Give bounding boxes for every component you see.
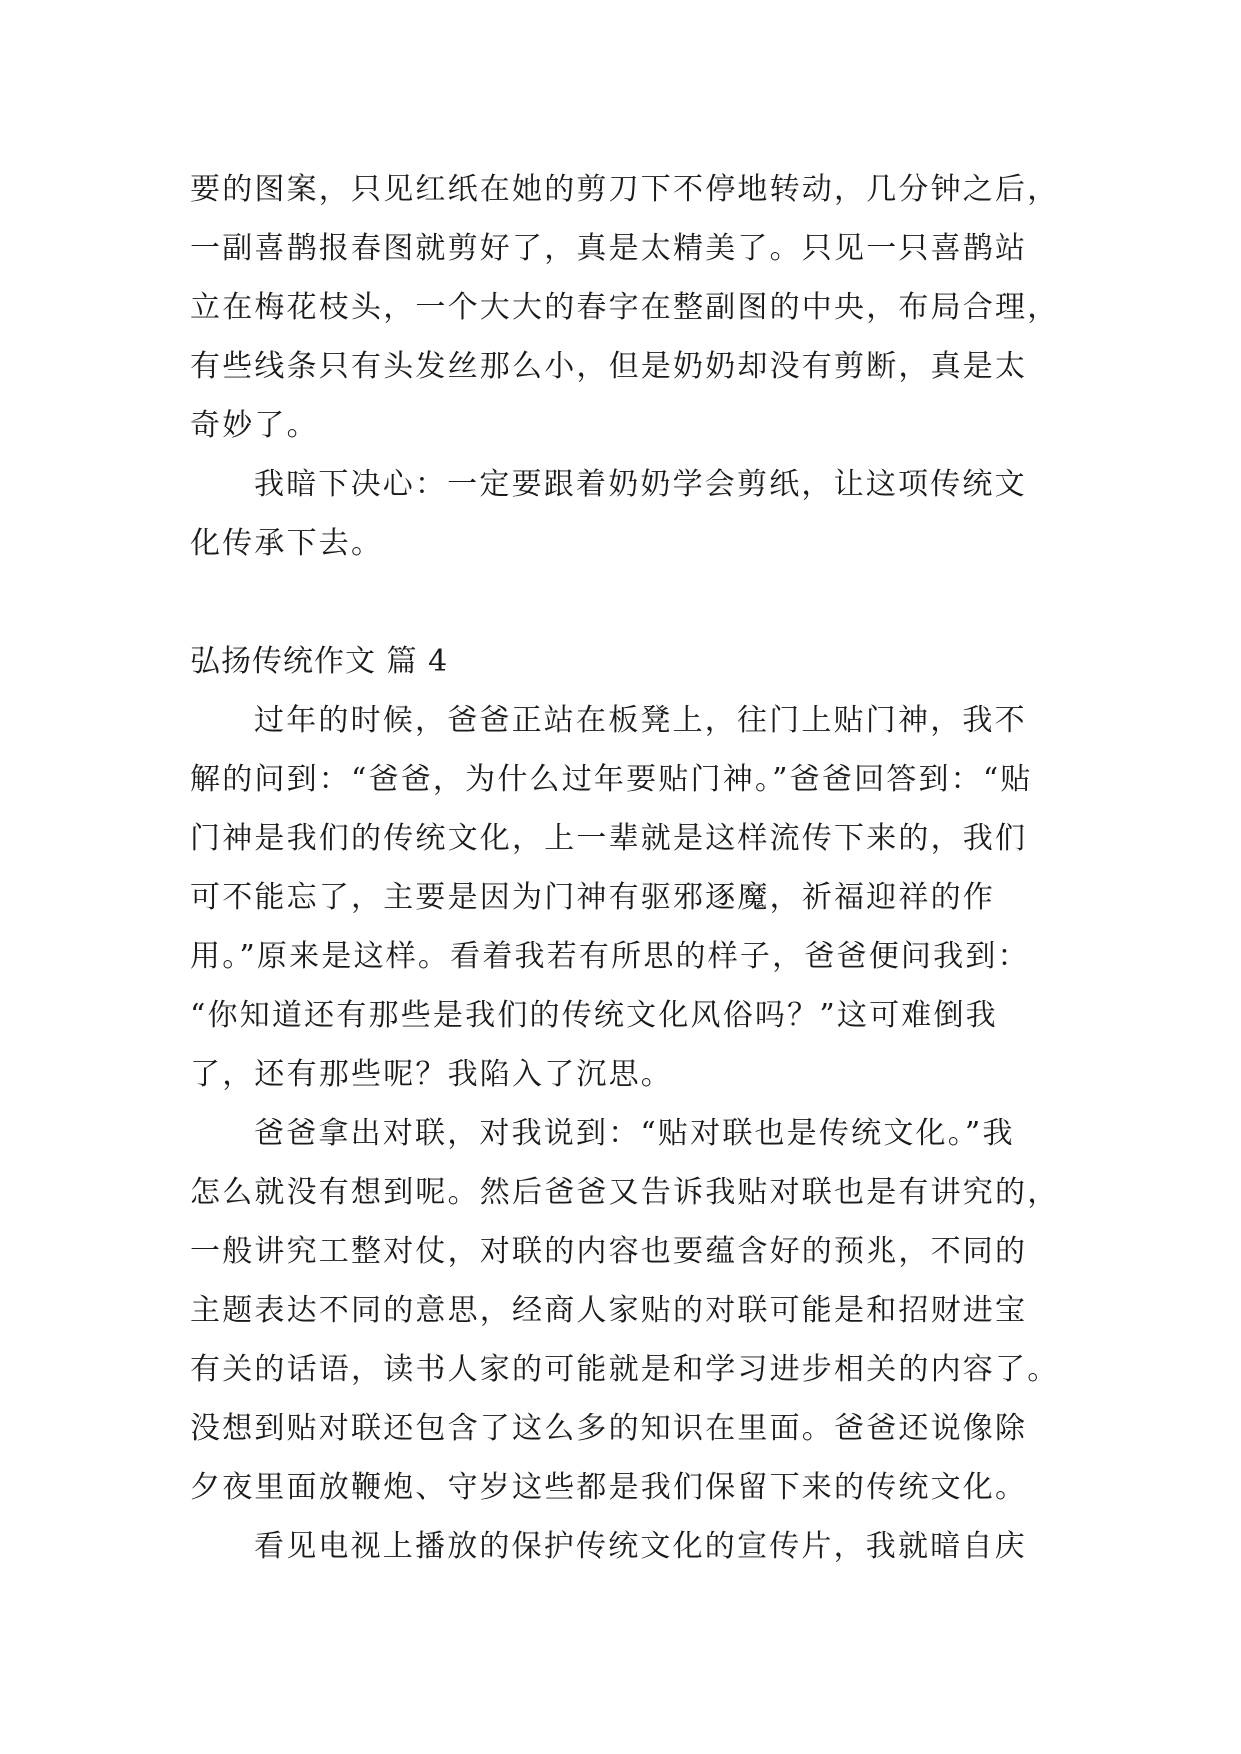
text-line: 解的问到：“爸爸，为什么过年要贴门神。”爸爸回答到：“贴 (190, 762, 1033, 797)
section-spacer (190, 573, 1090, 632)
text-line: 爸爸拿出对联，对我说到：“贴对联也是传统文化。”我 (254, 1116, 1015, 1151)
text-line: 有关的话语，读书人家的可能就是和学习进步相关的内容了。 (190, 1352, 1060, 1387)
text-line: 奇妙了。 (190, 408, 319, 443)
text-line: 门神是我们的传统文化，上一辈就是这样流传下来的，我们 (190, 821, 1028, 856)
paragraph (190, 455, 1090, 573)
text-line: 有些线条只有头发丝那么小，但是奶奶却没有剪断，真是太 (190, 349, 1028, 384)
text-line: 看见电视上播放的保护传统文化的宣传片，我就暗自庆 (254, 1529, 1027, 1564)
paragraph (190, 1517, 1090, 1576)
text-line: 过年的时候，爸爸正站在板凳上，往门上贴门神，我不 (254, 703, 1027, 738)
document-body (190, 160, 1090, 1576)
text-line: 怎么就没有想到呢。然后爸爸又告诉我贴对联也是有讲究的， (190, 1175, 1060, 1210)
paragraph (190, 160, 1090, 455)
text-line: 没想到贴对联还包含了这么多的知识在里面。爸爸还说像除 (190, 1411, 1028, 1446)
text-line: 夕夜里面放鞭炮、守岁这些都是我们保留下来的传统文化。 (190, 1470, 1028, 1505)
paragraph (190, 691, 1090, 1104)
text-line: 了，还有那些呢？我陷入了沉思。 (190, 1057, 673, 1092)
paragraph (190, 1104, 1090, 1517)
section-heading: 弘扬传统作文 篇 4 (190, 644, 449, 679)
text-line: 要的图案，只见红纸在她的剪刀下不停地转动，几分钟之后， (190, 172, 1060, 207)
text-line: 可不能忘了，主要是因为门神有驱邪逐魔，祈福迎祥的作 (190, 880, 995, 915)
text-line: 一副喜鹊报春图就剪好了，真是太精美了。只见一只喜鹊站 (190, 231, 1028, 266)
text-line: 一般讲究工整对仗，对联的内容也要蕴含好的预兆，不同的 (190, 1234, 1028, 1269)
text-line: 主题表达不同的意思，经商人家贴的对联可能是和招财进宝 (190, 1293, 1028, 1328)
text-line: “你知道还有那些是我们的传统文化风俗吗？”这可难倒我 (190, 998, 998, 1033)
text-line: 化传承下去。 (190, 526, 384, 561)
text-line: 立在梅花枝头，一个大大的春字在整副图的中央，布局合理， (190, 290, 1060, 325)
text-line: 用。”原来是这样。看着我若有所思的样子，爸爸便问我到： (190, 939, 1030, 974)
text-line: 我暗下决心：一定要跟着奶奶学会剪纸，让这项传统文 (254, 467, 1027, 502)
